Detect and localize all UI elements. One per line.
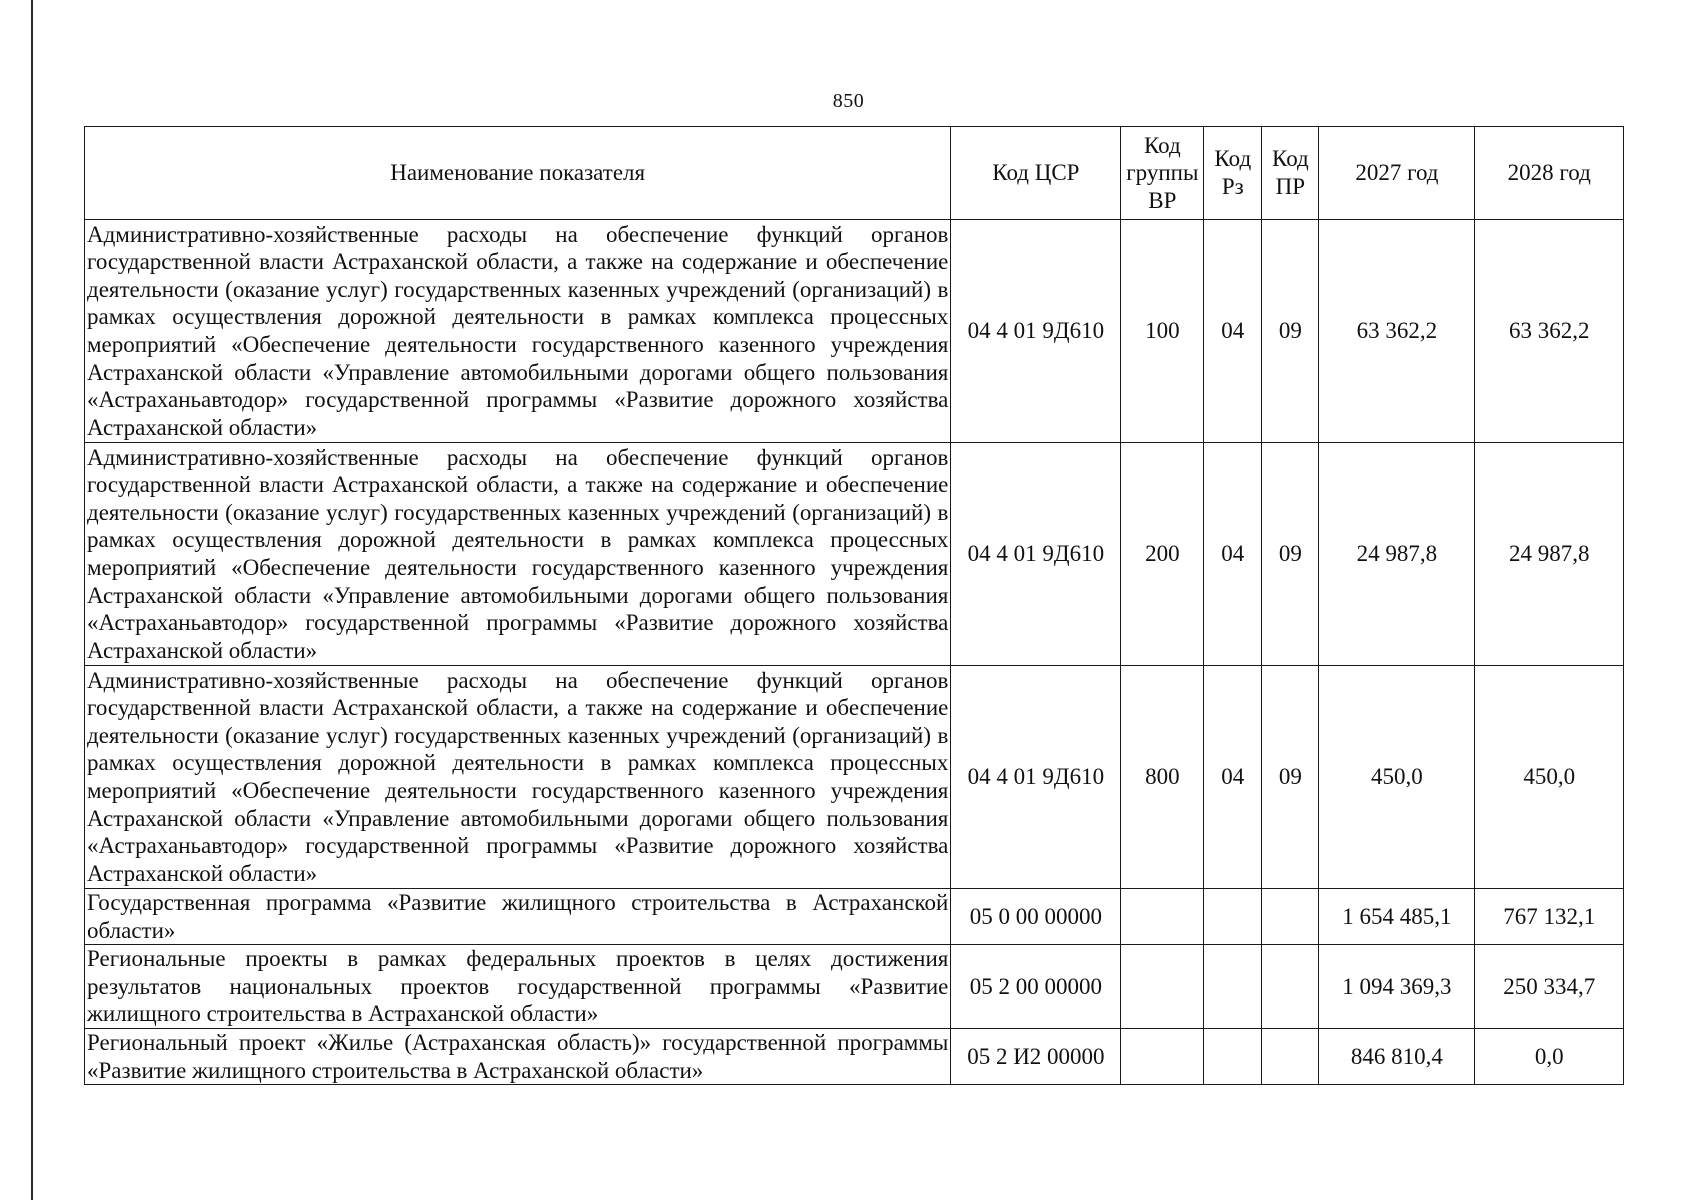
header-vr: Код группы ВР [1121,127,1204,220]
cell-vr: 100 [1121,220,1204,443]
cell-pr [1262,889,1319,945]
cell-name: Административно-хозяйственные расходы на обеспечение функций органов государственной власти Астраханской области, а также на содержание и обеспечение деятельности (оказание услуг) государственных казенных учреждений (организаций) в рамках осуществления дорожной деятельности в рамках комплекса процессных мероприятий «Обеспечение деятельности государственного казенного учреждения Астраханской области «Управление автомобильными дорогами общего пользования «Астраханьавтодор» государственной программы «Развитие дорожного хозяйства Астраханской области» [85,666,951,889]
cell-2027: 63 362,2 [1319,220,1475,443]
scan-edge-line [31,0,33,1200]
cell-2028: 767 132,1 [1475,889,1624,945]
header-csr: Код ЦСР [951,127,1121,220]
cell-rz [1204,889,1262,945]
cell-pr [1262,1028,1319,1084]
cell-pr [1262,945,1319,1029]
cell-rz: 04 [1204,220,1262,443]
cell-pr: 09 [1262,220,1319,443]
cell-2028: 63 362,2 [1475,220,1624,443]
table-row [85,666,1624,889]
cell-2027: 450,0 [1319,666,1475,889]
cell-name: Региональные проекты в рамках федеральных проектов в целях достижения результатов национальных проектов государственной программы «Развитие жилищного строительства в Астраханской области» [85,945,951,1029]
cell-rz: 04 [1204,443,1262,666]
table-row [85,945,1624,1029]
cell-csr: 04 4 01 9Д610 [951,220,1121,443]
header-2028: 2028 год [1475,127,1624,220]
page-number: 850 [832,90,865,112]
header-rz: Код Рз [1204,127,1262,220]
cell-pr: 09 [1262,443,1319,666]
cell-csr: 05 0 00 00000 [951,889,1121,945]
cell-2028: 24 987,8 [1475,443,1624,666]
header-name: Наименование показателя [85,127,951,220]
cell-csr: 04 4 01 9Д610 [951,443,1121,666]
cell-vr [1121,1028,1204,1084]
cell-vr [1121,945,1204,1029]
header-2027: 2027 год [1319,127,1475,220]
budget-table [84,126,1624,1085]
cell-csr: 04 4 01 9Д610 [951,666,1121,889]
cell-2027: 1 094 369,3 [1319,945,1475,1029]
cell-2027: 846 810,4 [1319,1028,1475,1084]
table-row [85,889,1624,945]
table-header-row [85,127,1624,220]
table-row [85,443,1624,666]
cell-vr: 800 [1121,666,1204,889]
cell-pr: 09 [1262,666,1319,889]
cell-vr [1121,889,1204,945]
cell-name: Государственная программа «Развитие жилищного строительства в Астраханской области» [85,889,951,945]
cell-2027: 1 654 485,1 [1319,889,1475,945]
table-row [85,220,1624,443]
cell-name: Административно-хозяйственные расходы на обеспечение функций органов государственной власти Астраханской области, а также на содержание и обеспечение деятельности (оказание услуг) государственных казенных учреждений (организаций) в рамках осуществления дорожной деятельности в рамках комплекса процессных мероприятий «Обеспечение деятельности государственного казенного учреждения Астраханской области «Управление автомобильными дорогами общего пользования «Астраханьавтодор» государственной программы «Развитие дорожного хозяйства Астраханской области» [85,220,951,443]
cell-2027: 24 987,8 [1319,443,1475,666]
table-row [85,1028,1624,1084]
header-pr: Код ПР [1262,127,1319,220]
cell-2028: 0,0 [1475,1028,1624,1084]
cell-rz [1204,1028,1262,1084]
cell-2028: 250 334,7 [1475,945,1624,1029]
cell-csr: 05 2 00 00000 [951,945,1121,1029]
cell-vr: 200 [1121,443,1204,666]
cell-rz: 04 [1204,666,1262,889]
cell-rz [1204,945,1262,1029]
cell-2028: 450,0 [1475,666,1624,889]
cell-name: Административно-хозяйственные расходы на обеспечение функций органов государственной власти Астраханской области, а также на содержание и обеспечение деятельности (оказание услуг) государственных казенных учреждений (организаций) в рамках осуществления дорожной деятельности в рамках комплекса процессных мероприятий «Обеспечение деятельности государственного казенного учреждения Астраханской области «Управление автомобильными дорогами общего пользования «Астраханьавтодор» государственной программы «Развитие дорожного хозяйства Астраханской области» [85,443,951,666]
cell-name: Региональный проект «Жилье (Астраханская область)» государственной программы «Развитие жилищного строительства в Астраханской области» [85,1028,951,1084]
cell-csr: 05 2 И2 00000 [951,1028,1121,1084]
